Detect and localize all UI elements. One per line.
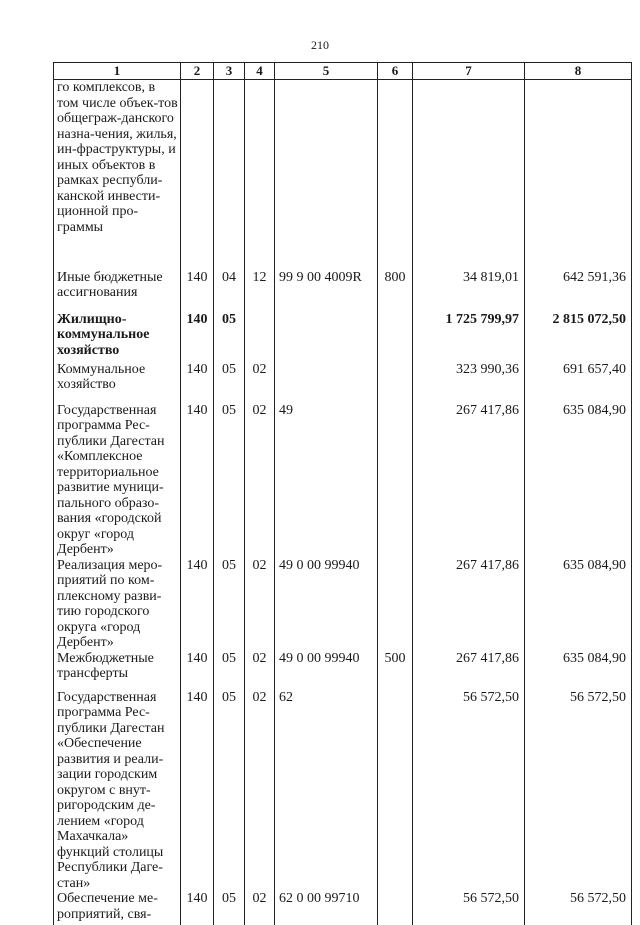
section-code-cell: 05 xyxy=(214,403,245,558)
ministry-code-cell: 140 xyxy=(181,270,214,312)
expense-type-cell xyxy=(378,312,413,362)
ministry-code-cell: 140 xyxy=(181,362,214,403)
amount-cell-2: 635 084,90 xyxy=(525,651,632,690)
column-header: 7 xyxy=(413,63,525,80)
section-code-cell: 05 xyxy=(214,690,245,892)
subsection-code-cell: 02 xyxy=(245,362,275,403)
row-name-cell: Государственная программа Рес-публики Дагестан «Комплексное территориальное развитие муници-пального образо-вания «городской округ «город Дербент» xyxy=(54,403,181,558)
ministry-code-cell: 140 xyxy=(181,403,214,558)
subsection-code-cell xyxy=(245,80,275,270)
expense-type-cell xyxy=(378,891,413,925)
table-header-row xyxy=(54,63,632,80)
table-row xyxy=(54,270,632,312)
table-row xyxy=(54,558,632,651)
amount-cell-1: 34 819,01 xyxy=(413,270,525,312)
subsection-code-cell xyxy=(245,312,275,362)
amount-cell-1: 56 572,50 xyxy=(413,891,525,925)
section-code-cell xyxy=(214,80,245,270)
amount-cell-1 xyxy=(413,80,525,270)
budget-table xyxy=(53,62,632,925)
amount-cell-2: 691 657,40 xyxy=(525,362,632,403)
ministry-code-cell: 140 xyxy=(181,651,214,690)
expense-type-cell xyxy=(378,690,413,892)
target-article-cell: 99 9 00 4009R xyxy=(275,270,378,312)
subsection-code-cell: 12 xyxy=(245,270,275,312)
expense-type-cell: 500 xyxy=(378,651,413,690)
amount-cell-2: 642 591,36 xyxy=(525,270,632,312)
row-name-cell: Реализация меро-приятий по ком-плексному разви-тию городского округа «город Дербент» xyxy=(54,558,181,651)
amount-cell-2 xyxy=(525,80,632,270)
target-article-cell: 62 xyxy=(275,690,378,892)
column-header: 3 xyxy=(214,63,245,80)
subsection-code-cell: 02 xyxy=(245,690,275,892)
column-header: 6 xyxy=(378,63,413,80)
table-row xyxy=(54,80,632,270)
column-header: 8 xyxy=(525,63,632,80)
subsection-code-cell: 02 xyxy=(245,891,275,925)
ministry-code-cell: 140 xyxy=(181,690,214,892)
row-name-cell: Коммунальное хозяйство xyxy=(54,362,181,403)
amount-cell-1: 267 417,86 xyxy=(413,558,525,651)
expense-type-cell xyxy=(378,362,413,403)
page-number: 210 xyxy=(311,38,329,52)
row-name-cell: Межбюджетные трансферты xyxy=(54,651,181,690)
table-row xyxy=(54,403,632,558)
section-code-cell: 04 xyxy=(214,270,245,312)
expense-type-cell: 800 xyxy=(378,270,413,312)
row-name-cell: Иные бюджетные ассигнования xyxy=(54,270,181,312)
column-header: 5 xyxy=(275,63,378,80)
row-name-cell: Государственная программа Рес-публики Дагестан «Обеспечение развития и реали-зации городским округом с внут-ригородским де-лением «город Махачкала» функций столицы Республики Даге-стан» xyxy=(54,690,181,892)
subsection-code-cell: 02 xyxy=(245,403,275,558)
amount-cell-1: 1 725 799,97 xyxy=(413,312,525,362)
target-article-cell: 49 0 00 99940 xyxy=(275,558,378,651)
target-article-cell: 49 xyxy=(275,403,378,558)
row-name-cell: Обеспечение ме-роприятий, свя- xyxy=(54,891,181,925)
ministry-code-cell: 140 xyxy=(181,891,214,925)
amount-cell-2: 2 815 072,50 xyxy=(525,312,632,362)
expense-type-cell xyxy=(378,80,413,270)
table-row xyxy=(54,690,632,892)
section-code-cell: 05 xyxy=(214,651,245,690)
subsection-code-cell: 02 xyxy=(245,651,275,690)
row-name-cell: го комплексов, в том числе объек-тов общеграж-данского назна-чения, жилья, ин-фраструктуры, и иных объектов в рамках республи-канской инвести-ционной про-граммы xyxy=(54,80,181,270)
amount-cell-2: 56 572,50 xyxy=(525,690,632,892)
ministry-code-cell: 140 xyxy=(181,312,214,362)
row-name-cell: Жилищно-коммунальное хозяйство xyxy=(54,312,181,362)
section-code-cell: 05 xyxy=(214,362,245,403)
column-header: 4 xyxy=(245,63,275,80)
expense-type-cell xyxy=(378,403,413,558)
column-header: 2 xyxy=(181,63,214,80)
target-article-cell xyxy=(275,312,378,362)
target-article-cell: 62 0 00 99710 xyxy=(275,891,378,925)
column-header: 1 xyxy=(54,63,181,80)
section-code-cell: 05 xyxy=(214,891,245,925)
section-code-cell: 05 xyxy=(214,312,245,362)
amount-cell-2: 635 084,90 xyxy=(525,403,632,558)
amount-cell-2: 56 572,50 xyxy=(525,891,632,925)
amount-cell-1: 267 417,86 xyxy=(413,651,525,690)
table-row xyxy=(54,362,632,403)
table-row xyxy=(54,312,632,362)
amount-cell-1: 323 990,36 xyxy=(413,362,525,403)
amount-cell-1: 267 417,86 xyxy=(413,403,525,558)
target-article-cell xyxy=(275,362,378,403)
target-article-cell xyxy=(275,80,378,270)
amount-cell-2: 635 084,90 xyxy=(525,558,632,651)
section-code-cell: 05 xyxy=(214,558,245,651)
table-row xyxy=(54,891,632,925)
ministry-code-cell xyxy=(181,80,214,270)
ministry-code-cell: 140 xyxy=(181,558,214,651)
subsection-code-cell: 02 xyxy=(245,558,275,651)
expense-type-cell xyxy=(378,558,413,651)
amount-cell-1: 56 572,50 xyxy=(413,690,525,892)
target-article-cell: 49 0 00 99940 xyxy=(275,651,378,690)
table-row xyxy=(54,651,632,690)
